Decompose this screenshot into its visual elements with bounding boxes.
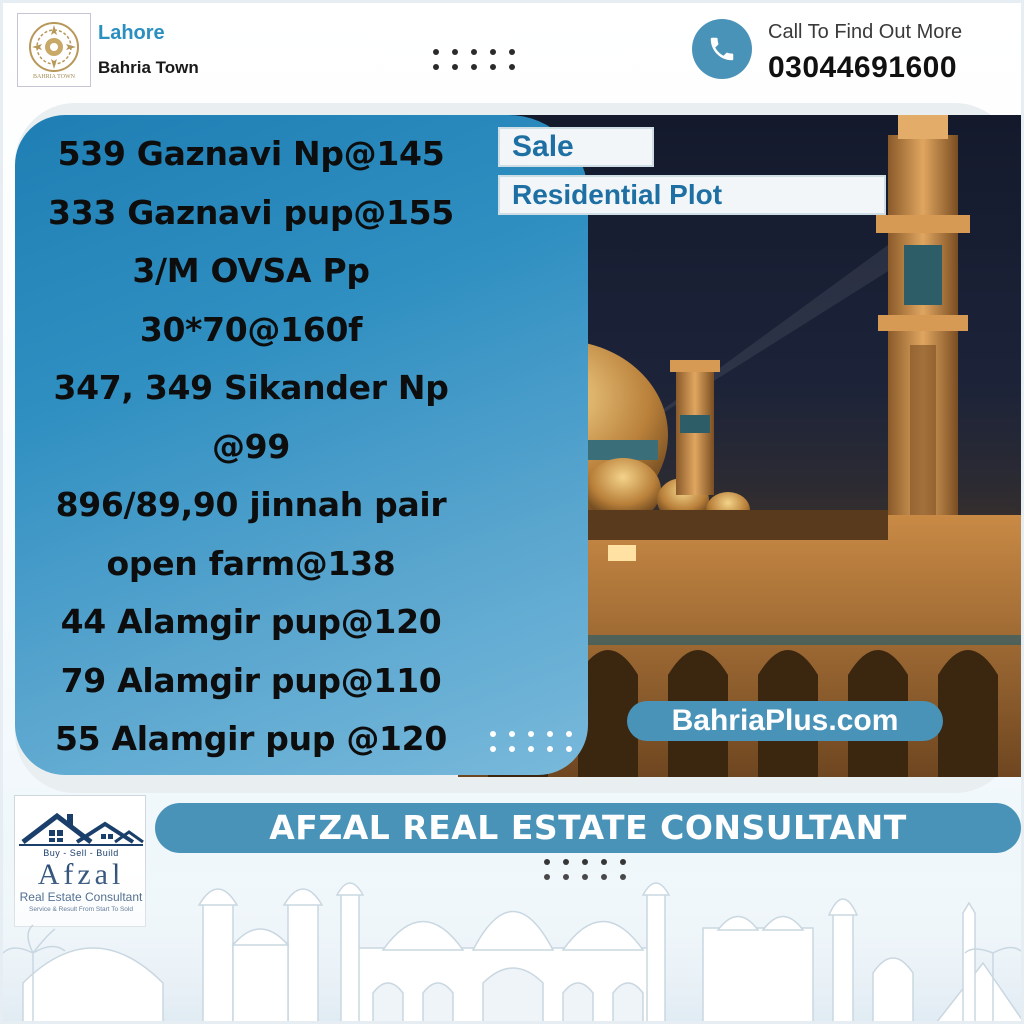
decorative-dots-middle	[490, 731, 572, 752]
listing-item: 30*70@160f	[139, 309, 363, 349]
listing-item: 347, 349 Sikander Np	[53, 368, 449, 407]
house-roofs-icon	[15, 796, 147, 848]
listing-item: 539 Gaznavi Np@145	[57, 134, 445, 173]
call-button[interactable]	[692, 19, 752, 79]
listing-item: 79 Alamgir pup@110	[60, 660, 442, 700]
phone-number[interactable]: 03044691600	[768, 51, 958, 84]
company-name-banner: AFZAL REAL ESTATE CONSULTANT	[155, 803, 1021, 853]
phone-icon	[707, 34, 737, 64]
society-logo	[17, 13, 91, 87]
listing-item: 3/M OVSA Pp	[132, 251, 370, 290]
listing-item: @99	[211, 426, 291, 466]
decorative-dots-top	[433, 49, 515, 70]
website-link[interactable]: BahriaPlus.com	[627, 701, 943, 741]
listing-item: open farm@138	[106, 543, 396, 583]
city-skyline-illustration	[3, 853, 1024, 1024]
listing-item: 896/89,90 jinnah pair	[55, 485, 447, 524]
bahria-town-emblem-icon	[28, 21, 80, 73]
society-label: Bahria Town	[98, 58, 199, 77]
listing-item: 55 Alamgir pup @120	[54, 719, 448, 758]
society-logo-caption: BAHRIA TOWN	[33, 73, 75, 80]
property-type-tag: Residential Plot	[498, 175, 886, 215]
listing-item: 44 Alamgir pup@120	[60, 602, 442, 641]
purpose-tag: Sale	[498, 127, 654, 167]
city-label: Lahore	[98, 22, 165, 44]
listing-item: 333 Gaznavi pup@155	[48, 192, 454, 232]
call-to-action-text: Call To Find Out More	[768, 21, 963, 43]
